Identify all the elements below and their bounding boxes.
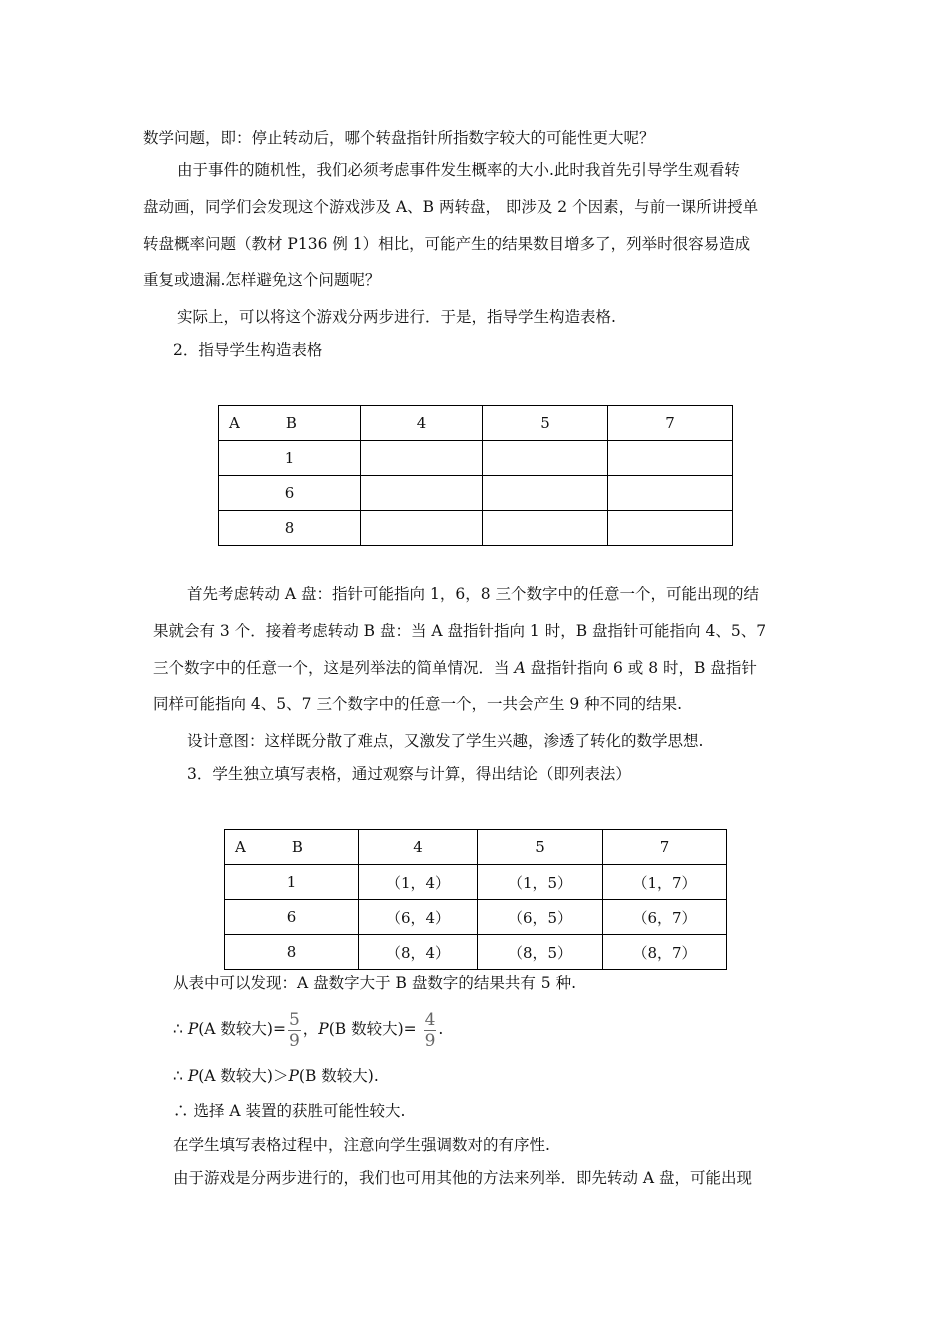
row-label-cell: 6	[225, 900, 359, 935]
paragraph-line: 重复或遗漏.怎样避免这个问题呢？	[143, 271, 381, 289]
table-row	[219, 441, 733, 476]
therefore-symbol: ∴	[173, 1102, 189, 1120]
table-header-cell: 5	[483, 406, 608, 441]
formula-text: ，	[302, 1020, 319, 1038]
table-corner-cell	[225, 830, 359, 865]
table-cell	[361, 476, 483, 511]
table-row	[225, 900, 727, 935]
table-cell	[483, 511, 608, 546]
corner-label-a: A	[229, 414, 240, 432]
paragraph-line	[153, 657, 757, 679]
fraction-four-ninths	[424, 1010, 437, 1051]
table-cell: （6，7）	[603, 900, 727, 935]
table-row	[219, 511, 733, 546]
table-cell: （6，4）	[359, 900, 478, 935]
formula-text: .	[438, 1020, 444, 1038]
probability-symbol: P	[288, 1067, 299, 1085]
paragraph-line: 盘动画，同学们会发现这个游戏涉及 A、B 两转盘， 即涉及 2 个因素，与前一课所讲授单	[143, 198, 759, 216]
table-cell: （1，4）	[359, 865, 478, 900]
fraction-numerator: 5	[288, 1009, 300, 1030]
probability-symbol: P	[187, 1067, 199, 1085]
table-cell: （1，7）	[603, 865, 727, 900]
corner-label-a: A	[235, 838, 246, 856]
table-cell	[608, 441, 733, 476]
row-label-cell: 8	[225, 935, 359, 970]
table-row	[225, 935, 727, 970]
row-label-cell: 1	[219, 441, 361, 476]
paragraph-line: 在学生填写表格过程中，注意向学生强调数对的有序性.	[173, 1136, 550, 1154]
table-header-cell: 5	[478, 830, 603, 865]
fraction-numerator: 4	[424, 1009, 436, 1030]
table-cell: （6，5）	[478, 900, 603, 935]
paragraph-line: 转盘概率问题（教材 P136 例 1）相比，可能产生的结果数目增多了，列举时很容易造成	[143, 235, 751, 253]
text-run: 盘指针指向 6 或 8 时，B 盘指针	[525, 659, 757, 677]
table-header-cell: 7	[608, 406, 733, 441]
table-cell: （8，5）	[478, 935, 603, 970]
probability-symbol: P	[318, 1020, 329, 1038]
corner-label-b: B	[285, 414, 297, 432]
paragraph-line: 果就会有 3 个．接着考虑转动 B 盘：当 A 盘指针指向 1 时，B 盘指针可能指向 4、5、7	[153, 622, 767, 640]
table-corner-cell	[219, 406, 361, 441]
table-header-cell: 4	[359, 830, 478, 865]
formula-text: (B 数较大).	[298, 1067, 379, 1085]
paragraph-line: 实际上，可以将这个游戏分两步进行．于是，指导学生构造表格.	[177, 308, 616, 326]
table-header-row	[225, 830, 727, 865]
section-heading: 2．指导学生构造表格	[173, 341, 323, 359]
text-run: 三个数字中的任意一个，这是列举法的简单情况．当	[153, 659, 515, 677]
empty-table	[218, 405, 733, 546]
conclusion-formula	[173, 1100, 405, 1122]
paragraph-line: 从表中可以发现：A 盘数字大于 B 盘数字的结果共有 5 种.	[173, 974, 577, 992]
row-label-cell: 6	[219, 476, 361, 511]
therefore-symbol: ∴	[173, 1067, 183, 1085]
table-cell	[483, 441, 608, 476]
corner-label-b: B	[291, 838, 303, 856]
row-label-cell: 8	[219, 511, 361, 546]
formula-text: (A 数较大)＞	[198, 1067, 289, 1085]
probability-formula	[173, 1008, 443, 1051]
table-header-cell: 4	[361, 406, 483, 441]
paragraph-line: 数学问题，即：停止转动后，哪个转盘指针所指数字较大的可能性更大呢？	[143, 129, 655, 147]
table-cell	[608, 511, 733, 546]
result-table	[224, 829, 727, 970]
fraction-denominator: 9	[288, 1030, 300, 1051]
fraction-denominator: 9	[424, 1030, 436, 1051]
formula-text: 选择 A 装置的获胜可能性较大.	[193, 1102, 406, 1120]
fraction-five-ninths	[288, 1010, 301, 1051]
table-cell: （1，5）	[478, 865, 603, 900]
row-label-cell: 1	[225, 865, 359, 900]
paragraph-line: 设计意图：这样既分散了难点，又激发了学生兴趣，渗透了转化的数学思想.	[187, 732, 704, 750]
probability-symbol: P	[187, 1020, 199, 1038]
table-row	[219, 476, 733, 511]
italic-letter: A	[514, 659, 526, 677]
formula-text: (A 数较大)=	[198, 1020, 286, 1038]
table-row	[225, 865, 727, 900]
formula-text: (B 数较大)=	[328, 1020, 417, 1038]
table-cell: （8，7）	[603, 935, 727, 970]
table-header-cell: 7	[603, 830, 727, 865]
paragraph-line: 由于游戏是分两步进行的，我们也可用其他的方法来列举．即先转动 A 盘，可能出现	[173, 1169, 753, 1187]
paragraph-line: 同样可能指向 4、5、7 三个数字中的任意一个，一共会产生 9 种不同的结果.	[153, 695, 683, 713]
comparison-formula	[173, 1065, 379, 1087]
paragraph-line: 首先考虑转动 A 盘：指针可能指向 1，6，8 三个数字中的任意一个，可能出现的结	[187, 585, 759, 603]
section-heading: 3．学生独立填写表格，通过观察与计算，得出结论（即列表法）	[187, 765, 631, 783]
table-header-row	[219, 406, 733, 441]
table-cell	[361, 441, 483, 476]
paragraph-line: 由于事件的随机性，我们必须考虑事件发生概率的大小.此时我首先引导学生观看转	[177, 161, 740, 179]
table-cell: （8，4）	[359, 935, 478, 970]
table-cell	[483, 476, 608, 511]
therefore-symbol: ∴	[173, 1020, 183, 1038]
table-cell	[361, 511, 483, 546]
table-cell	[608, 476, 733, 511]
